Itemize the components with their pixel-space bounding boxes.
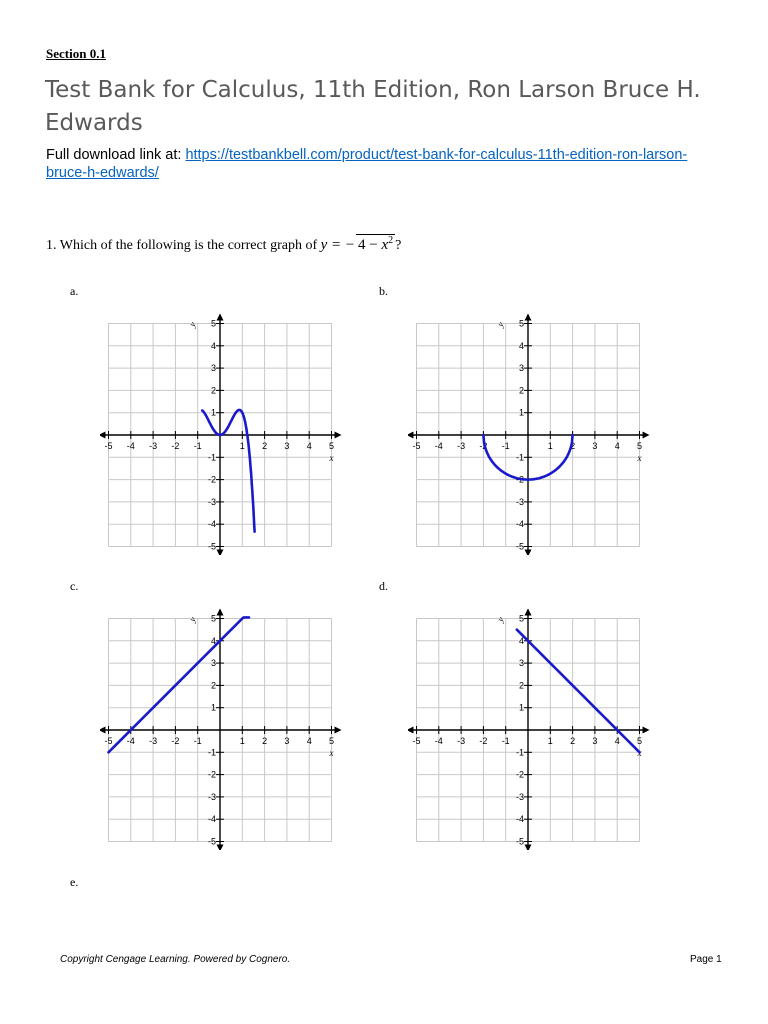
y-tick-label: -3 <box>515 791 524 802</box>
radicand-var: x <box>381 237 389 253</box>
x-tick-label: -2 <box>171 736 180 746</box>
x-axis-arrow-right <box>643 727 650 734</box>
y-tick-label: 4 <box>210 635 216 646</box>
y-tick-label: -1 <box>207 747 216 758</box>
y-tick-label: -2 <box>207 769 216 780</box>
y-tick-label: -4 <box>207 814 216 825</box>
y-tick-label: 3 <box>518 363 524 374</box>
x-tick-label: 4 <box>306 736 312 746</box>
x-tick-label: 3 <box>592 441 598 451</box>
y-axis-arrow-up <box>217 608 224 615</box>
download-prefix: Full download link at: <box>46 147 186 163</box>
question-text: 1. Which of the following is the correct graph of <box>46 238 321 253</box>
radicand-exponent: 2 <box>388 235 394 246</box>
x-axis-arrow-right <box>335 432 342 439</box>
x-axis-arrow-left <box>408 727 413 734</box>
x-tick-label: -2 <box>479 736 488 746</box>
x-tick-label: 2 <box>570 736 576 746</box>
y-axis-label: y <box>187 320 198 329</box>
download-line <box>46 146 726 182</box>
y-tick-label: 2 <box>518 680 524 691</box>
section-heading: Section 0.1 <box>46 46 106 61</box>
x-tick-label: 5 <box>328 441 335 451</box>
y-axis-label: y <box>187 615 198 624</box>
x-tick-label: 2 <box>570 441 576 451</box>
x-axis-label: x <box>637 748 642 758</box>
y-tick-label: -5 <box>207 541 216 552</box>
x-axis-arrow-right <box>643 432 650 439</box>
y-tick-label: 2 <box>210 385 216 396</box>
y-axis-arrow-up <box>525 608 532 615</box>
x-tick-label: -4 <box>126 736 135 746</box>
y-tick-label: -2 <box>515 474 524 485</box>
y-axis-arrow-down <box>217 550 224 555</box>
y-tick-label: 2 <box>210 680 216 691</box>
page-title: Test Bank for Calculus, 11th Edition, Ron Larson Bruce H. Edwards <box>45 77 701 136</box>
graph-option-d[interactable] <box>408 605 650 850</box>
y-tick-label: 1 <box>518 702 524 713</box>
graph-curve <box>517 630 643 753</box>
x-axis-arrow-left <box>100 432 105 439</box>
x-tick-label: -5 <box>412 736 421 746</box>
y-tick-label: -4 <box>515 519 524 530</box>
x-axis-label: x <box>637 453 642 463</box>
sqrt-radical <box>356 234 395 254</box>
y-tick-label: 4 <box>518 635 524 646</box>
y-axis-label: y <box>495 320 506 329</box>
x-tick-label: -2 <box>171 441 180 451</box>
x-tick-label: 5 <box>328 736 335 746</box>
y-tick-label: -5 <box>515 541 524 552</box>
x-axis-label: x <box>329 453 334 463</box>
y-tick-label: -3 <box>207 791 216 802</box>
y-tick-label: 3 <box>518 658 524 669</box>
equation-lhs: y = − <box>320 237 356 253</box>
graph-option-a[interactable] <box>100 310 342 555</box>
x-tick-label: -1 <box>501 736 510 746</box>
x-axis-arrow-right <box>335 727 342 734</box>
x-tick-label: -4 <box>434 736 443 746</box>
y-tick-label: 3 <box>210 363 216 374</box>
y-tick-label: 3 <box>210 658 216 669</box>
y-tick-label: -1 <box>515 452 524 463</box>
y-tick-label: 1 <box>210 407 216 418</box>
x-axis-arrow-left <box>100 727 105 734</box>
option-c-label: c. <box>70 579 79 593</box>
y-tick-label: 5 <box>518 613 524 624</box>
graph-curve <box>202 407 254 532</box>
graph-curve <box>109 617 250 752</box>
x-tick-label: 2 <box>262 441 268 451</box>
y-tick-label: -1 <box>515 747 524 758</box>
y-tick-label: 4 <box>518 340 524 351</box>
x-tick-label: -3 <box>149 441 158 451</box>
y-axis-arrow-down <box>525 550 532 555</box>
x-tick-label: 1 <box>239 441 245 451</box>
download-link[interactable]: https://testbankbell.com/product/test-bank-for-calculus-11th-edition-ron-larson-bruce-h-edwards/ <box>46 147 688 181</box>
y-axis-arrow-up <box>525 313 532 320</box>
x-tick-label: -4 <box>434 441 443 451</box>
option-a-label: a. <box>70 284 79 298</box>
y-tick-label: 1 <box>518 407 524 418</box>
x-tick-label: 3 <box>284 736 290 746</box>
y-axis-arrow-down <box>525 845 532 850</box>
y-tick-label: -2 <box>515 769 524 780</box>
x-tick-label: 1 <box>239 736 245 746</box>
x-tick-label: 4 <box>614 736 620 746</box>
question-equation <box>321 237 396 253</box>
option-b-label: b. <box>379 284 388 298</box>
x-tick-label: 1 <box>547 736 553 746</box>
x-tick-label: 5 <box>636 441 643 451</box>
x-tick-label: -1 <box>501 441 510 451</box>
x-tick-label: 3 <box>284 441 290 451</box>
y-axis-arrow-up <box>217 313 224 320</box>
y-tick-label: 5 <box>210 613 216 624</box>
option-d-label: d. <box>379 579 388 593</box>
y-tick-label: -5 <box>207 836 216 847</box>
x-tick-label: -4 <box>126 441 135 451</box>
y-axis-arrow-down <box>217 845 224 850</box>
y-tick-label: 2 <box>518 385 524 396</box>
y-tick-label: -4 <box>515 814 524 825</box>
graph-option-b[interactable] <box>408 310 650 555</box>
footer-page-number: Page 1 <box>690 954 722 965</box>
y-tick-label: 1 <box>210 702 216 713</box>
x-tick-label: -3 <box>457 736 466 746</box>
y-tick-label: -3 <box>515 496 524 507</box>
radicand-const: 4 − <box>358 237 382 253</box>
x-tick-label: 4 <box>306 441 312 451</box>
x-tick-label: 2 <box>262 736 268 746</box>
x-tick-label: 4 <box>614 441 620 451</box>
x-tick-label: 3 <box>592 736 598 746</box>
x-axis-label: x <box>329 748 334 758</box>
x-tick-label: -5 <box>412 441 421 451</box>
y-tick-label: -5 <box>515 836 524 847</box>
y-tick-label: -2 <box>207 474 216 485</box>
footer-copyright: Copyright Cengage Learning. Powered by Cognero. <box>60 954 291 965</box>
graph-option-c[interactable] <box>100 605 342 850</box>
question-1 <box>46 234 401 254</box>
x-tick-label: 5 <box>636 736 643 746</box>
x-tick-label: -3 <box>149 736 158 746</box>
question-suffix: ? <box>395 238 402 253</box>
y-tick-label: -3 <box>207 496 216 507</box>
y-tick-label: -1 <box>207 452 216 463</box>
y-tick-label: 5 <box>210 318 216 329</box>
y-tick-label: -4 <box>207 519 216 530</box>
y-tick-label: 4 <box>210 340 216 351</box>
x-tick-label: 1 <box>547 441 553 451</box>
x-tick-label: -1 <box>193 441 202 451</box>
x-tick-label: -5 <box>104 441 113 451</box>
x-tick-label: -5 <box>104 736 113 746</box>
x-axis-arrow-left <box>408 432 413 439</box>
x-tick-label: -2 <box>479 441 488 451</box>
x-tick-label: -1 <box>193 736 202 746</box>
y-tick-label: 5 <box>518 318 524 329</box>
option-e-label: e. <box>70 875 79 889</box>
y-axis-label: y <box>495 615 506 624</box>
x-tick-label: -3 <box>457 441 466 451</box>
